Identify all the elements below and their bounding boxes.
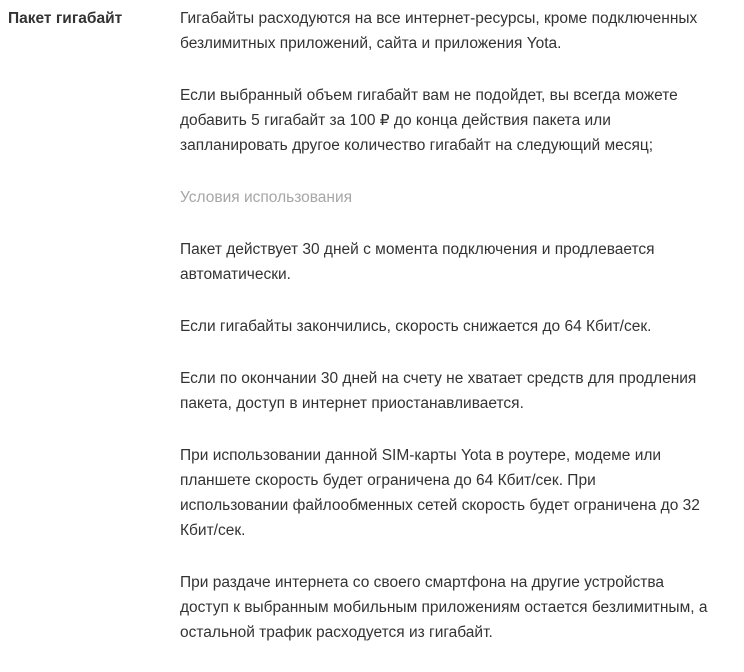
term-label-gigabyte-package: Пакет гигабайт	[8, 10, 123, 27]
term-description	[180, 6, 708, 672]
paragraph-add-gigabytes: Если выбранный объем гигабайт вам не подойдет, вы всегда можете добавить 5 гигабайт за 100 ₽ до конца действия пакета или запланировать другое количество гигабайт на следующий месяц;	[180, 87, 678, 154]
paragraph-tethering: При раздаче интернета со своего смартфона на другие устройства доступ к выбранным мобильным приложениям остается безлимитным, а остальной трафик расходуется из гигабайт.	[180, 574, 708, 641]
paragraph-sim-usage-limits: При использовании данной SIM-карты Yota в роутере, модеме или планшете скорость будет ограничена до 64 Кбит/сек. При использовании файлообменных сетей скорость будет ограничена до 32 Кбит/сек.	[180, 447, 700, 539]
paragraph-insufficient-funds: Если по окончании 30 дней на счету не хватает средств для продления пакета, доступ в интернет приостанавливается.	[180, 370, 697, 412]
paragraph-speed-after-gigabytes: Если гигабайты закончились, скорость снижается до 64 Кбит/сек.	[180, 318, 652, 335]
subheading-usage-terms: Условия использования	[180, 189, 353, 206]
paragraph-package-duration: Пакет действует 30 дней с момента подключения и продлевается автоматически.	[180, 241, 655, 283]
paragraph-gigabyte-usage: Гигабайты расходуются на все интернет-ресурсы, кроме подключенных безлимитных приложений, сайта и приложения Yota.	[180, 10, 698, 52]
